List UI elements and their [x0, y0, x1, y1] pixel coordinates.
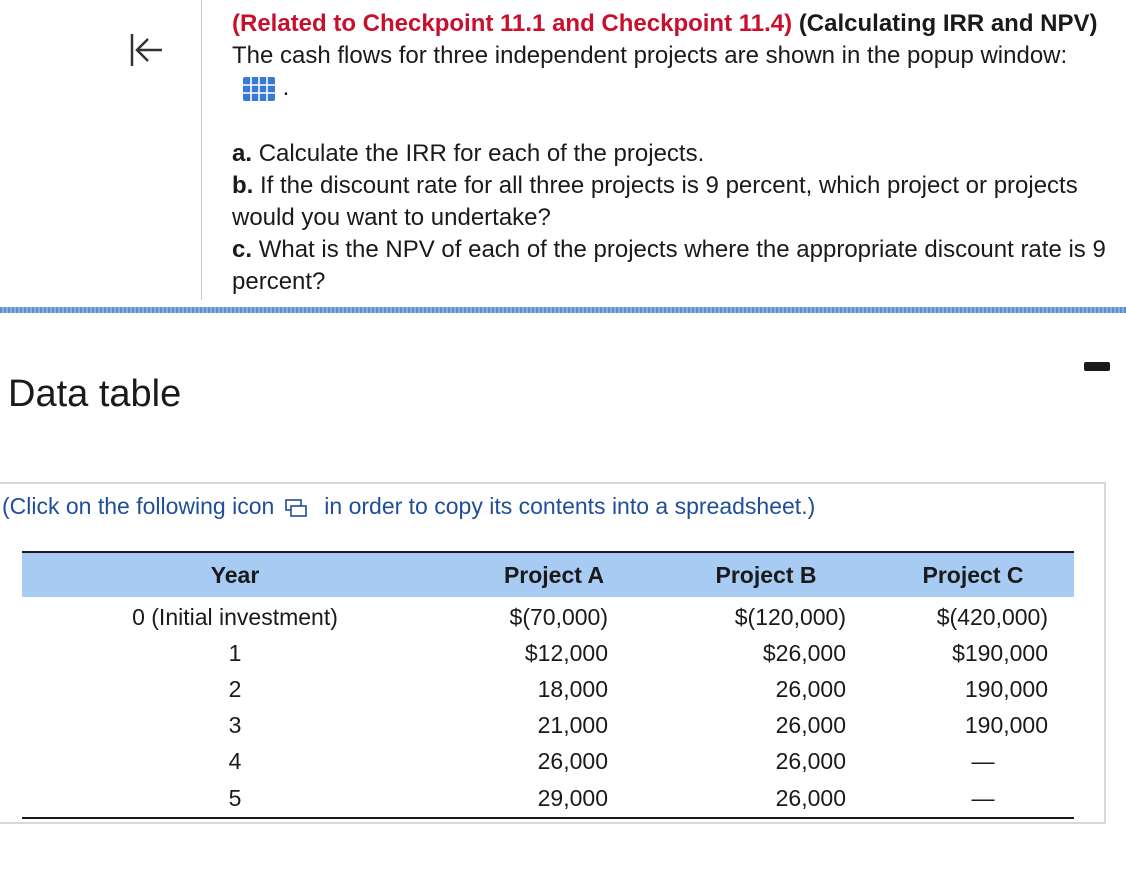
cell-project-b — [660, 671, 872, 707]
question-topic: (Calculating IRR and NPV) — [798, 10, 1098, 37]
scrollbar-thumb[interactable] — [1084, 362, 1110, 371]
copy-spreadsheet-icon[interactable] — [284, 495, 310, 517]
cell-project-b-value: 26,000 — [775, 711, 846, 738]
cell-project-a-value: 18,000 — [537, 675, 608, 702]
cell-project-c — [872, 671, 1074, 707]
cell-project-c — [872, 779, 1074, 818]
question-panel — [232, 8, 1112, 298]
cell-year: 5 — [22, 779, 448, 818]
cell-project-b — [660, 743, 872, 779]
table-body — [22, 597, 1074, 818]
cell-year: 2 — [228, 675, 242, 702]
copy-note-before: (Click on the following icon — [2, 493, 275, 519]
part-b-label: b. — [232, 172, 254, 199]
cell-project-c-value: 190,000 — [964, 711, 1048, 738]
cell-project-c-value: — — [971, 747, 995, 774]
cell-project-b — [660, 707, 872, 743]
question-intro-end: . — [282, 74, 290, 101]
cell-project-c-value: $(420,000) — [936, 603, 1048, 630]
cell-project-c — [872, 707, 1074, 743]
part-b-text: If the discount rate for all three projects is 9 percent, which project or projects would you want to undertake? — [232, 172, 1078, 231]
cell-project-a — [448, 597, 660, 635]
table-row — [22, 707, 1074, 743]
header-project-a: Project A — [448, 552, 660, 597]
cash-flow-table — [22, 551, 1074, 819]
table-row — [22, 779, 1074, 818]
question-header — [232, 8, 1112, 104]
panel-divider[interactable] — [0, 307, 1126, 313]
cell-project-a-value: 29,000 — [537, 784, 608, 811]
cell-project-c-value: — — [971, 784, 995, 811]
cell-project-b-value: 26,000 — [775, 675, 846, 702]
table-row — [22, 635, 1074, 671]
part-c-text: What is the NPV of each of the projects where the appropriate discount rate is 9 percent? — [232, 236, 1106, 295]
part-a-label: a. — [232, 140, 253, 167]
part-a — [232, 138, 1112, 170]
data-table-title: Data table — [8, 373, 182, 415]
header-project-b: Project B — [660, 552, 872, 597]
cell-year: 1 — [228, 639, 242, 666]
part-c — [232, 234, 1112, 298]
cell-project-b-value: 26,000 — [775, 784, 846, 811]
cell-project-c-value: $190,000 — [952, 639, 1048, 666]
table-row — [22, 597, 1074, 635]
cell-project-a — [448, 743, 660, 779]
cell-year: 3 — [228, 711, 242, 738]
cell-project-a-value: 21,000 — [537, 711, 608, 738]
cell-year: 0 (Initial investment) — [132, 603, 338, 630]
copy-instruction — [2, 490, 815, 522]
cell-project-c — [872, 597, 1074, 635]
cell-project-c-value: 190,000 — [964, 675, 1048, 702]
table-header-row — [22, 552, 1074, 597]
table-row — [22, 671, 1074, 707]
cell-project-b — [660, 597, 872, 635]
related-checkpoints: (Related to Checkpoint 11.1 and Checkpoint 11.4) — [232, 10, 793, 37]
cell-year: 4 — [228, 747, 242, 774]
cell-project-b-value: $26,000 — [762, 639, 846, 666]
cell-project-b-value: $(120,000) — [734, 603, 846, 630]
header-year: Year — [22, 552, 448, 597]
part-a-text: Calculate the IRR for each of the projects. — [258, 140, 705, 167]
question-parts — [232, 138, 1112, 298]
part-b — [232, 170, 1112, 234]
cell-project-a — [448, 635, 660, 671]
cell-project-b — [660, 779, 872, 818]
question-left-rule — [201, 0, 202, 300]
cell-project-a — [448, 707, 660, 743]
part-c-label: c. — [232, 236, 253, 263]
grid-table-icon[interactable] — [242, 76, 276, 102]
cell-project-c — [872, 743, 1074, 779]
cell-project-c — [872, 635, 1074, 671]
copy-note-after: in order to copy its contents into a spreadsheet.) — [324, 493, 816, 519]
cell-project-a — [448, 779, 660, 818]
header-project-c: Project C — [872, 552, 1074, 597]
cell-project-a-value: $(70,000) — [509, 603, 608, 630]
cell-project-a — [448, 671, 660, 707]
cell-project-b-value: 26,000 — [775, 747, 846, 774]
collapse-left-arrow-icon[interactable] — [126, 30, 166, 70]
cell-project-b — [660, 635, 872, 671]
cell-project-a-value: $12,000 — [524, 639, 608, 666]
table-row — [22, 743, 1074, 779]
cell-project-a-value: 26,000 — [537, 747, 608, 774]
question-intro: The cash flows for three independent projects are shown in the popup window: — [232, 42, 1068, 69]
